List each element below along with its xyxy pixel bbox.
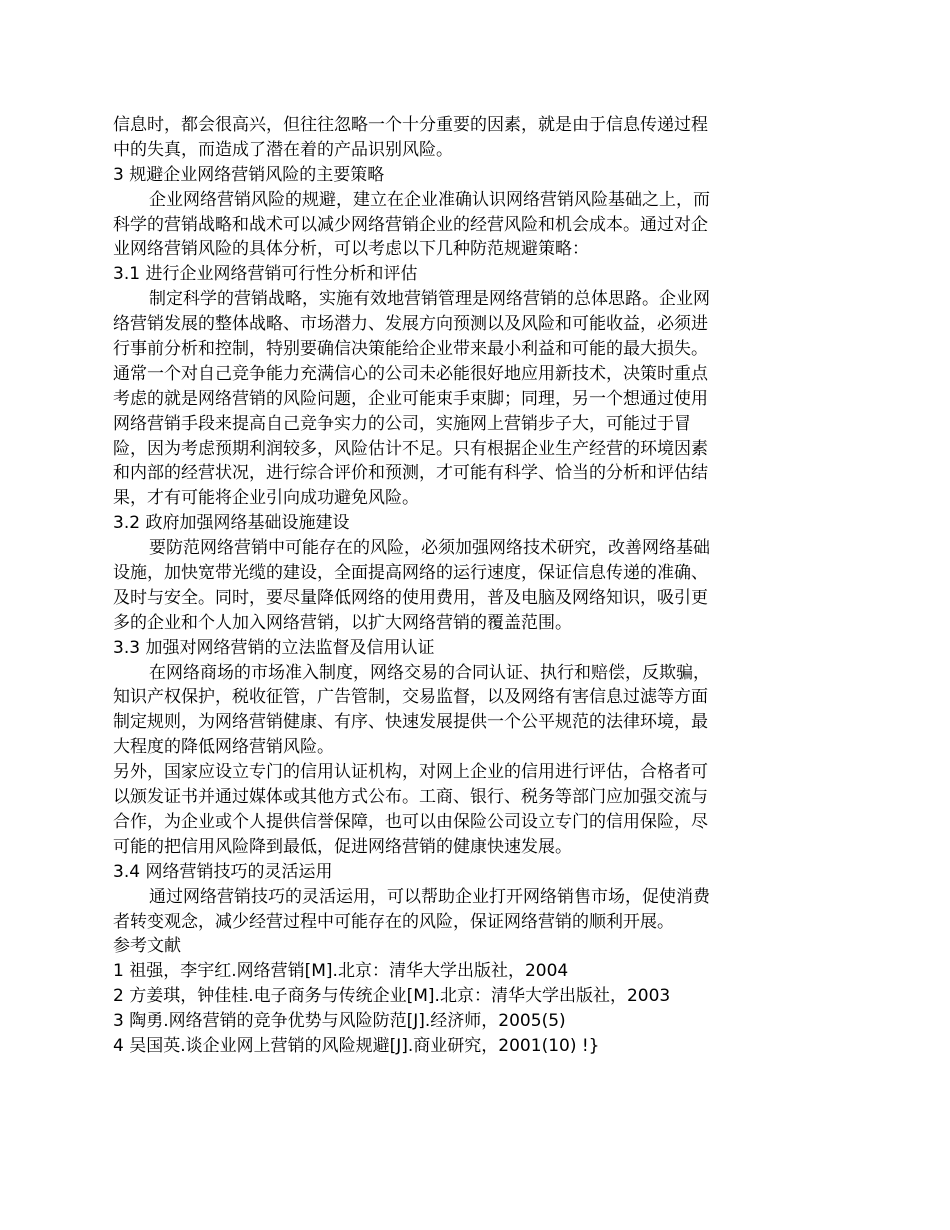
document-page <box>113 113 769 1059</box>
body-text-line: 网络营销手段来提高自己竞争实力的公司，实施网上营销步子大，可能过于冒 <box>113 413 691 434</box>
body-text-line: 以颁发证书并通过媒体或其他方式公布。工商、银行、税务等部门应加强交流与 <box>113 787 708 808</box>
body-text-line: 信息时，都会很高兴，但往往忽略一个十分重要的因素，就是由于信息传递过程 <box>113 115 708 135</box>
body-text-line: 考虑的就是网络营销的风险问题，企业可能束手束脚；同理，另一个想通过使用 <box>113 388 708 409</box>
reference-item: 1 祖强，李宇红.网络营销[M].北京：清华大学出版社，2004 <box>113 961 569 982</box>
body-text-line: 险，因为考虑预期利润较多，风险估计不足。只有根据企业生产经营的环境因素 <box>113 438 708 459</box>
subsection-heading: 3.2 政府加强网络基础设施建设 <box>113 513 350 534</box>
body-text-line: 企业网络营销风险的规避，建立在企业准确认识网络营销风险基础之上，而 <box>149 189 710 210</box>
body-text-line: 制定科学的营销战略，实施有效地营销管理是网络营销的总体思路。企业网 <box>149 289 710 310</box>
subsection-heading: 3.3 加强对网络营销的立法监督及信用认证 <box>113 637 435 658</box>
body-text-line: 要防范网络营销中可能存在的风险，必须加强网络技术研究，改善网络基础 <box>149 538 710 559</box>
body-text-line: 行事前分析和控制，特别要确信决策能给企业带来最小利益和可能的最大损失。 <box>113 339 708 360</box>
body-text-line: 和内部的经营状况，进行综合评价和预测，才可能有科学、恰当的分析和评估结 <box>113 463 708 484</box>
body-text-line: 多的企业和个人加入网络营销，以扩大网络营销的覆盖范围。 <box>113 612 572 633</box>
body-text-line: 通常一个对自己竞争能力充满信心的公司未必能很好地应用新技术，决策时重点 <box>113 363 708 384</box>
body-text-line: 制定规则，为网络营销健康、有序、快速发展提供一个公平规范的法律环境，最 <box>113 712 708 733</box>
body-text-line: 业网络营销风险的具体分析，可以考虑以下几种防范规避策略： <box>113 239 589 260</box>
body-text-line: 在网络商场的市场准入制度，网络交易的合同认证、执行和赔偿，反欺骗， <box>149 662 710 683</box>
body-text-line: 知识产权保护，税收征管，广告管制，交易监督，以及网络有害信息过滤等方面 <box>113 687 708 708</box>
body-text-line: 可能的把信用风险降到最低，促进网络营销的健康快速发展。 <box>113 836 572 857</box>
reference-item: 3 陶勇.网络营销的竞争优势与风险防范[J].经济师，2005(5) <box>113 1011 566 1032</box>
reference-item: 2 方姜琪，钟佳桂.电子商务与传统企业[M].北京：清华大学出版社，2003 <box>113 986 671 1007</box>
subsection-heading: 3.1 进行企业网络营销可行性分析和评估 <box>113 264 418 285</box>
body-text-line: 合作，为企业或个人提供信誉保障，也可以由保险公司设立专门的信用保险，尽 <box>113 811 708 832</box>
body-text-line: 者转变观念，减少经营过程中可能存在的风险，保证网络营销的顺利开展。 <box>113 911 674 932</box>
subsection-heading: 3.4 网络营销技巧的灵活运用 <box>113 861 333 882</box>
body-text-line: 设施，加快宽带光缆的建设，全面提高网络的运行速度，保证信息传递的准确、 <box>113 563 708 584</box>
body-text-line: 通过网络营销技巧的灵活运用，可以帮助企业打开网络销售市场，促使消费 <box>149 886 710 907</box>
references-heading: 参考文献 <box>113 936 181 957</box>
section-heading: 3 规避企业网络营销风险的主要策略 <box>113 164 385 185</box>
body-text-line: 大程度的降低网络营销风险。 <box>113 737 334 758</box>
body-text-line: 中的失真，而造成了潜在着的产品识别风险。 <box>113 139 453 160</box>
body-text-line: 及时与安全。同时，要尽量降低网络的使用费用，普及电脑及网络知识，吸引更 <box>113 587 708 608</box>
reference-item: 4 吴国英.谈企业网上营销的风险规避[J].商业研究，2001(10) !} <box>113 1035 600 1056</box>
body-text-line: 络营销发展的整体战略、市场潜力、发展方向预测以及风险和可能收益，必须进 <box>113 314 708 335</box>
body-text-line: 科学的营销战略和战术可以减少网络营销企业的经营风险和机会成本。通过对企 <box>113 214 708 235</box>
body-text-line: 果，才有可能将企业引向成功避免风险。 <box>113 488 419 509</box>
body-text-line: 另外，国家应设立专门的信用认证机构，对网上企业的信用进行评估，合格者可 <box>113 762 708 783</box>
